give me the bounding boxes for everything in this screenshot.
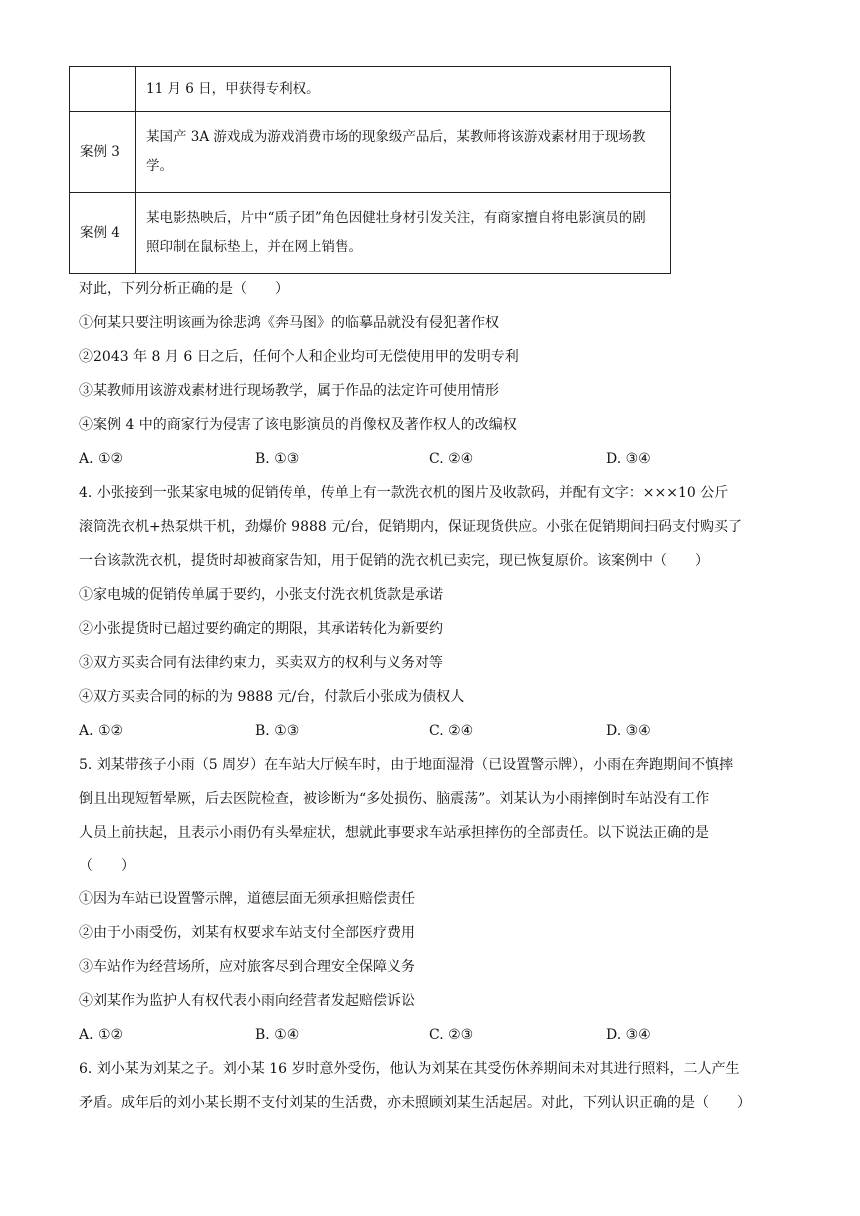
option-b[interactable]: B. ①③ — [255, 723, 300, 739]
option-d[interactable]: D. ③④ — [606, 723, 651, 739]
option-c[interactable]: C. ②④ — [429, 723, 474, 739]
case-text: 某电影热映后，片中“质子团”角色因健壮身材引发关注，有商家擅自将电影演员的剧照印制在鼠标垫上，并在网上销售。 — [136, 193, 671, 274]
case-text: 某国产 3A 游戏成为游戏消费市场的现象级产品后，某教师将该游戏素材用于现场教学。 — [136, 112, 671, 193]
answer-options — [79, 721, 779, 741]
case-label: 案例 4 — [70, 193, 136, 274]
statement: ②由于小雨受伤，刘某有权要求车站支付全部医疗费用 — [79, 925, 415, 941]
case-label: 案例 3 — [70, 112, 136, 193]
case-label — [70, 67, 136, 112]
option-d[interactable]: D. ③④ — [606, 451, 651, 467]
statement: ①家电城的促销传单属于要约，小张支付洗衣机货款是承诺 — [79, 587, 443, 603]
statement: ④案例 4 中的商家行为侵害了该电影演员的肖像权及著作权人的改编权 — [79, 417, 517, 433]
case-table — [69, 66, 671, 274]
table-row — [70, 112, 671, 193]
statement: ①何某只要注明该画为徐悲鸿《奔马图》的临摹品就没有侵犯著作权 — [79, 315, 499, 331]
question-stem-line: 一台该款洗衣机，提货时却被商家告知，用于促销的洗衣机已卖完，现已恢复原价。该案例中（ ） — [79, 553, 709, 569]
statement: ④双方买卖合同的标的为 9888 元/台，付款后小张成为债权人 — [79, 689, 465, 705]
table-row — [70, 193, 671, 274]
statement: ③车站作为经营场所，应对旅客尽到合理安全保障义务 — [79, 959, 415, 975]
question-stem-line: 4. 小张接到一张某家电城的促销传单，传单上有一款洗衣机的图片及收款码，并配有文字：×××10 公斤 — [79, 485, 729, 501]
question-stem-line: 矛盾。成年后的刘小某长期不支付刘某的生活费，亦未照顾刘某生活起居。对此，下列认识正确的是（ ） — [79, 1095, 751, 1111]
option-a[interactable]: A. ①② — [79, 451, 124, 467]
option-a[interactable]: A. ①② — [79, 723, 124, 739]
answer-options — [79, 449, 779, 469]
statement: ④刘某作为监护人有权代表小雨向经营者发起赔偿诉讼 — [79, 993, 415, 1009]
option-b[interactable]: B. ①④ — [255, 1027, 300, 1043]
question-stem-line: （ ） — [79, 858, 135, 874]
statement: ①因为车站已设置警示牌，道德层面无须承担赔偿责任 — [79, 891, 415, 907]
answer-options — [79, 1025, 779, 1045]
option-b[interactable]: B. ①③ — [255, 451, 300, 467]
question-stem-line: 人员上前扶起，且表示小雨仍有头晕症状，想就此事要求车站承担摔伤的全部责任。以下说法正确的是 — [79, 825, 709, 841]
option-a[interactable]: A. ①② — [79, 1027, 124, 1043]
table-row — [70, 67, 671, 112]
option-c[interactable]: C. ②③ — [429, 1027, 474, 1043]
question-stem-line: 6. 刘小某为刘某之子。刘小某 16 岁时意外受伤，他认为刘某在其受伤休养期间未对其进行照料，二人产生 — [79, 1061, 740, 1077]
option-c[interactable]: C. ②④ — [429, 451, 474, 467]
statement: ③某教师用该游戏素材进行现场教学，属于作品的法定许可使用情形 — [79, 383, 499, 399]
question-stem-line: 5. 刘某带孩子小雨（5 周岁）在车站大厅候车时，由于地面湿滑（已设置警示牌），小雨在奔跑期间不慎摔 — [79, 757, 734, 773]
question-stem-line: 倒且出现短暂晕厥，后去医院检查，被诊断为“多处损伤、脑震荡”。刘某认为小雨摔倒时车站没有工作 — [79, 791, 710, 807]
statement: ②2043 年 8 月 6 日之后，任何个人和企业均可无偿使用甲的发明专利 — [79, 349, 519, 365]
question-stem: 对此，下列分析正确的是（ ） — [79, 281, 289, 297]
question-stem-line: 滚筒洗衣机+热泵烘干机，劲爆价 9888 元/台，促销期内，保证现货供应。小张在促销期间扫码支付购买了 — [79, 519, 742, 535]
statement: ②小张提货时已超过要约确定的期限，其承诺转化为新要约 — [79, 621, 443, 637]
case-text: 11 月 6 日，甲获得专利权。 — [136, 67, 671, 112]
option-d[interactable]: D. ③④ — [606, 1027, 651, 1043]
statement: ③双方买卖合同有法律约束力，买卖双方的权利与义务对等 — [79, 655, 443, 671]
